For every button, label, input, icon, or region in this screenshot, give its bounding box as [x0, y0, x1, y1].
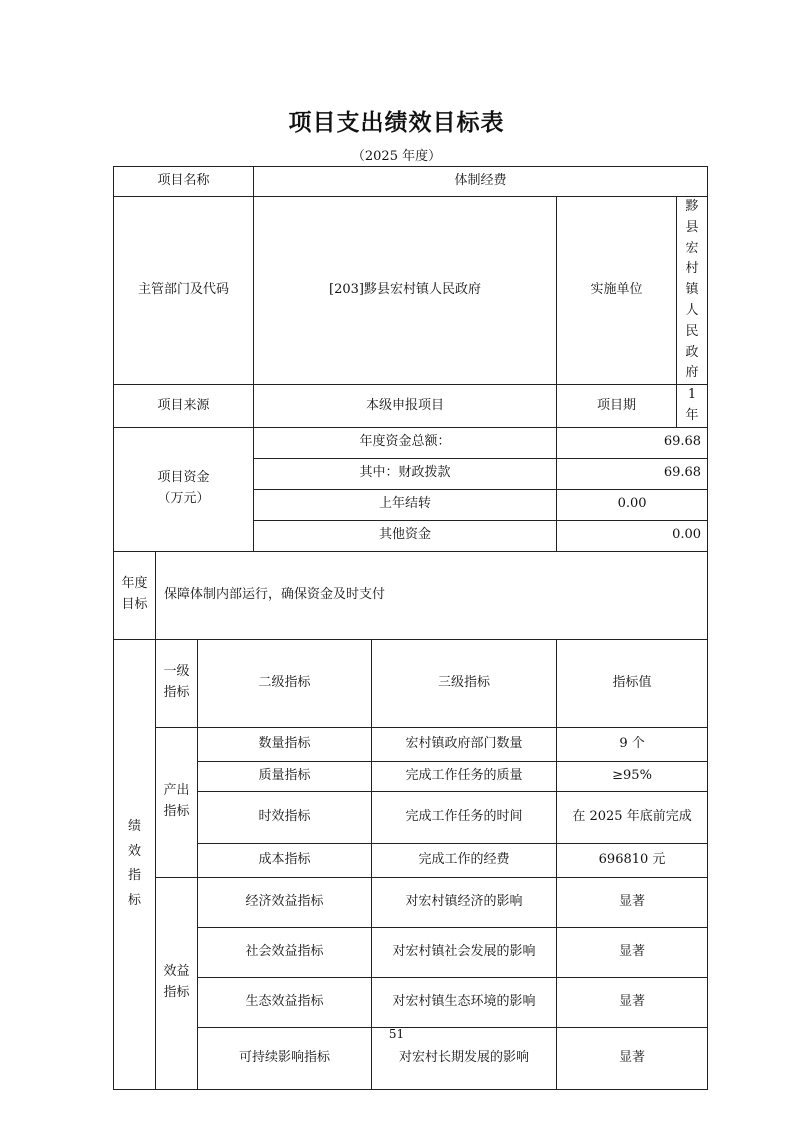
funds-fiscal-label: 其中：财政拨款	[254, 458, 557, 489]
impl-unit-value: 黟县宏村镇人民政府	[677, 197, 708, 385]
output-indicator-label: 产出 指标	[156, 727, 198, 877]
table-row-value: 696810 元	[557, 843, 708, 877]
table-row-value: 9 个	[557, 727, 708, 761]
table-row-value: 显著	[557, 1027, 708, 1089]
table-row-l3: 宏村镇政府部门数量	[372, 727, 557, 761]
impl-unit-label: 实施单位	[557, 197, 677, 385]
project-name-label: 项目名称	[114, 167, 254, 197]
project-name-value: 体制经费	[254, 167, 708, 197]
table-row-l3: 完成工作任务的时间	[372, 791, 557, 843]
table-row-l2: 成本指标	[198, 843, 372, 877]
funds-total-value: 69.68	[557, 427, 708, 458]
funds-other-label: 其他资金	[254, 520, 557, 551]
performance-table	[113, 166, 708, 1090]
table-row-l2: 生态效益指标	[198, 977, 372, 1027]
table-row-value: ≥95%	[557, 761, 708, 791]
table-row-l3: 对宏村镇社会发展的影响	[372, 927, 557, 977]
annual-goal-value: 保障体制内部运行，确保资金及时支付	[156, 551, 708, 639]
period-label: 项目期	[557, 385, 677, 428]
table-row-value: 显著	[557, 977, 708, 1027]
table-row-l2: 经济效益指标	[198, 877, 372, 927]
fiscal-year: （2025 年度）	[351, 149, 442, 164]
value-header: 指标值	[557, 639, 708, 727]
table-row-value: 显著	[557, 877, 708, 927]
benefit-indicator-label: 效益 指标	[156, 877, 198, 1089]
source-label: 项目来源	[114, 385, 254, 428]
page-number: 51	[388, 1027, 405, 1041]
funds-carryover-value: 0.00	[557, 489, 708, 520]
table-row-l2: 社会效益指标	[198, 927, 372, 977]
table-row-l2: 时效指标	[198, 791, 372, 843]
page-title: 项目支出绩效目标表	[288, 109, 505, 136]
funds-label: 项目资金 （万元）	[114, 427, 254, 551]
level1-header: 一级 指标	[156, 639, 198, 727]
table-row-value: 显著	[557, 927, 708, 977]
perf-indicator-label: 绩 效 指 标	[114, 639, 156, 1089]
annual-goal-label: 年度 目标	[114, 551, 156, 639]
table-row-l2: 可持续影响指标	[198, 1027, 372, 1089]
funds-total-label: 年度资金总额：	[254, 427, 557, 458]
source-value: 本级申报项目	[254, 385, 557, 428]
table-row-l2: 质量指标	[198, 761, 372, 791]
table-row-l3: 对宏村镇生态环境的影响	[372, 977, 557, 1027]
table-row-l3: 完成工作的经费	[372, 843, 557, 877]
funds-other-value: 0.00	[557, 520, 708, 551]
level2-header: 二级指标	[198, 639, 372, 727]
table-row-l3: 对宏村镇经济的影响	[372, 877, 557, 927]
table-row-l3: 完成工作任务的质量	[372, 761, 557, 791]
dept-value: [203]黟县宏村镇人民政府	[254, 197, 557, 385]
funds-carryover-label: 上年结转	[254, 489, 557, 520]
dept-label: 主管部门及代码	[114, 197, 254, 385]
period-value: 1 年	[677, 385, 708, 428]
level3-header: 三级指标	[372, 639, 557, 727]
table-row-value: 在 2025 年底前完成	[557, 791, 708, 843]
table-row-l2: 数量指标	[198, 727, 372, 761]
funds-fiscal-value: 69.68	[557, 458, 708, 489]
table-row-l3: 对宏村长期发展的影响	[372, 1027, 557, 1089]
